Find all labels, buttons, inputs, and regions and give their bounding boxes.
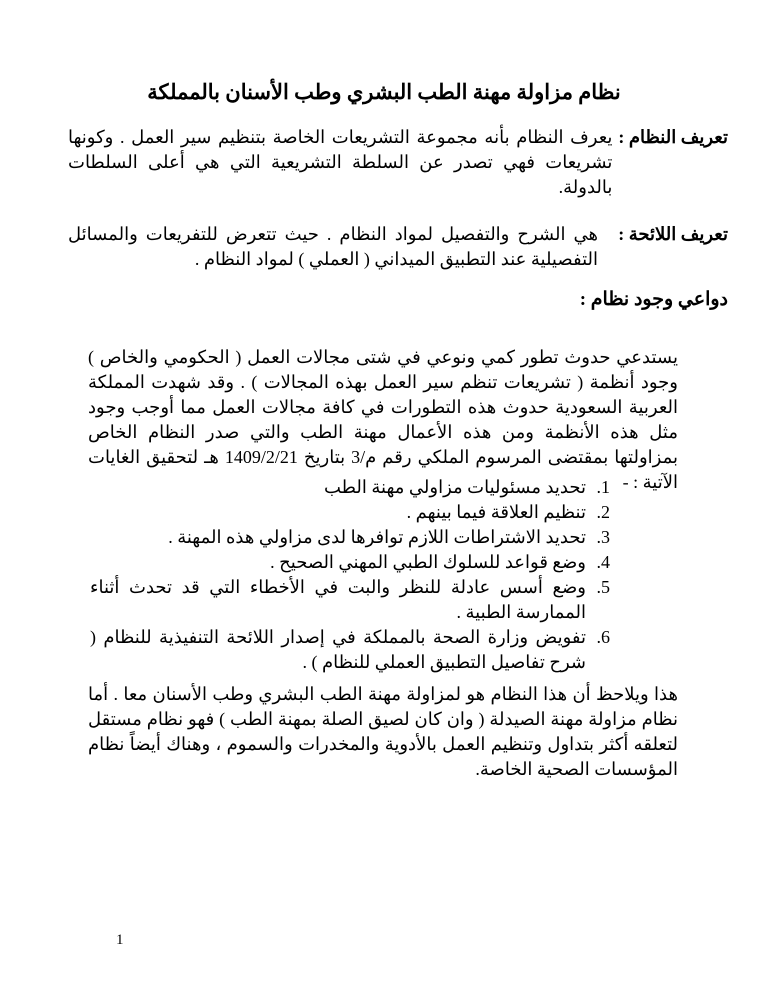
reasons-paragraph: يستدعي حدوث تطور كمي ونوعي في شتى مجالات العمل ( الحكومي والخاص ) وجود أنظمة ( تشريعات تنظم سير العمل بهذه المجالات ) . وقد شهدت المملكة العربية السعودية حدوث هذه التطورات في كافة مجالات العمل مما أوجب وجود مثل هذه الأنظمة ومن هذه الأعمال مهنة الطب والتي صدر النظام الخاص بمزاولتها بمقتضى المرسوم الملكي رقم م/3 بتاريخ 1409/2/21 هـ لتحقيق الغايات الآتية : - xyxy=(88,347,678,492)
list-item: 5. وضع أسس عادلة للنظر والبت في الأخطاء التي قد تحدث أثناء الممارسة الطبية . xyxy=(90,577,610,622)
list-item: 2. تنظيم العلاقة فيما بينهم . xyxy=(406,502,610,522)
system-definition xyxy=(68,125,728,200)
regulation-definition-text: هي الشرح والتفصيل لمواد النظام . حيث تتعرض للتفريعات والمسائل التفصيلية عند التطبيق الميداني ( العملي ) لمواد النظام . xyxy=(68,224,598,269)
reasons-heading: دواعي وجود نظام : xyxy=(579,289,728,310)
system-definition-label: تعريف النظام : xyxy=(618,127,728,147)
page-title: نظام مزاولة مهنة الطب البشري وطب الأسنان بالمملكة xyxy=(147,80,621,104)
regulation-definition xyxy=(68,222,728,272)
list-item: 3. تحديد الاشتراطات اللازم توافرها لدى مزاولي هذه المهنة . xyxy=(168,527,610,547)
page-number: 1 xyxy=(116,932,124,948)
regulation-definition-label: تعريف اللائحة : xyxy=(618,224,728,244)
closing-note: هذا ويلاحظ أن هذا النظام هو لمزاولة مهنة الطب البشري وطب الأسنان معا . أما نظام مزاولة مهنة الصيدلة ( وان كان لصيق الصلة بمهنة الطب ) فهو نظام مستقل لتعلقه أكثر بتداول وتنظيم العمل بالأدوية والمخدرات والسموم ، وهناك أيضاً نظام المؤسسات الصحية الخاصة. xyxy=(88,684,678,779)
goals-list xyxy=(90,475,610,675)
list-item: 1. تحديد مسئوليات مزاولي مهنة الطب xyxy=(323,477,610,497)
list-item: 6. تفويض وزارة الصحة بالمملكة في إصدار اللائحة التنفيذية للنظام ( شرح تفاصيل التطبيق العملي للنظام ) . xyxy=(90,627,610,672)
list-item: 4. وضع قواعد للسلوك الطبي المهني الصحيح . xyxy=(270,552,610,572)
system-definition-text: يعرف النظام بأنه مجموعة التشريعات الخاصة بتنظيم سير العمل . وكونها تشريعات فهي تصدر عن السلطة التشريعية التي هي أعلى السلطات بالدولة. xyxy=(68,127,613,197)
